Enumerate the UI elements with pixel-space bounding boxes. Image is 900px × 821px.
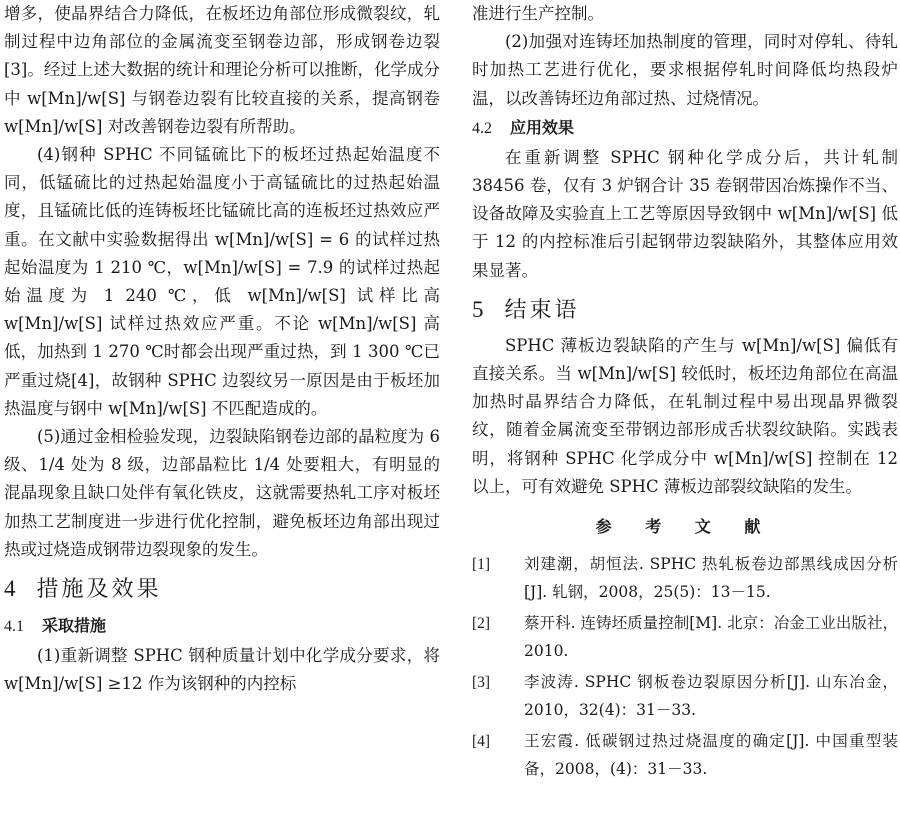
reference-text: 蔡开科. 连铸坯质量控制[M]. 北京：冶金工业出版社，2010. bbox=[524, 614, 898, 660]
paragraph-point-5: (5)通过金相检验发现，边裂缺陷钢卷边部的晶粒度为 6 级、1/4 处为 8 级，边部晶粒比 1/4 处要粗大，有明显的混晶现象且缺口处伴有氧化铁皮，这就需要热轧工序对板坯加热工艺制度进一步进行优化控制，避免板坯边角部出现过热或过烧造成钢带边裂现象的发生。 bbox=[4, 427, 440, 559]
reference-item bbox=[472, 669, 898, 724]
subsection-number: 4.2 bbox=[472, 119, 492, 137]
reference-text: 李波涛. SPHC 钢板卷边裂原因分析[J]. 山东冶金，2010，32(4)：31－33. bbox=[524, 673, 898, 719]
section-heading-5 bbox=[472, 293, 898, 328]
paragraph-conclusion: SPHC 薄板边裂缺陷的产生与 w[Mn]/w[S] 偏低有直接关系。当 w[Mn]/w[S] 较低时，板坯边角部位在高温加热时晶界结合力降低，在轧制过程中易出现晶界微裂纹，随着金属流变至带钢边部形成舌状裂纹缺陷。实践表明，将钢种 SPHC 化学成分中 w[Mn]/w[S] 控制在 12 以上，可有效避免 SPHC 薄板边部裂纹缺陷的发生。 bbox=[472, 335, 898, 496]
subsection-number: 4.1 bbox=[4, 618, 24, 636]
paragraph-continued: 增多，使晶界结合力降低，在板坯边角部位形成微裂纹，轧制过程中边角部位的金属流变至钢卷边部，形成钢卷边裂[3]。经过上述大数据的统计和理论分析可以推断，化学成分中 w[Mn]/w[S] 与钢卷边裂有比较直接的关系，提高钢卷 w[Mn]/w[S] 对改善钢卷边裂有所帮助。 bbox=[4, 4, 440, 136]
reference-tag: [1] bbox=[472, 556, 491, 574]
reference-item bbox=[472, 728, 898, 783]
left-column bbox=[4, 0, 440, 698]
reference-tag: [2] bbox=[472, 615, 491, 633]
section-heading-4 bbox=[4, 572, 440, 607]
reference-text: 刘建潮，胡恒法. SPHC 热轧板卷边部黑线成因分析[J]. 轧钢，2008，25(5)：13－15. bbox=[524, 555, 898, 601]
paragraph-measure-1: (1)重新调整 SPHC 钢种质量计划中化学成分要求，将 w[Mn]/w[S] ≥12 作为该钢种的内控标 bbox=[4, 646, 440, 694]
section-number: 5 bbox=[472, 296, 487, 322]
reference-tag: [3] bbox=[472, 674, 491, 692]
reference-item bbox=[472, 551, 898, 606]
reference-text: 王宏霞. 低碳钢过热过烧温度的确定[J]. 中国重型装备，2008，(4)：31－33. bbox=[524, 732, 898, 778]
reference-item bbox=[472, 610, 898, 665]
subsection-heading-4-2 bbox=[472, 113, 898, 144]
paragraph-application-effect: 在重新调整 SPHC 钢种化学成分后，共计轧制 38456 卷，仅有 3 炉钢合计 35 卷钢带因冶炼操作不当、设备故障及实验直上工艺等原因导致钢中 w[Mn]/w[S] 低于 12 的内控标准后引起钢带边裂缺陷外，其整体应用效果显著。 bbox=[472, 147, 898, 280]
subsection-heading-4-1 bbox=[4, 611, 440, 642]
paragraph-point-4: (4)钢种 SPHC 不同锰硫比下的板坯过热起始温度不同，低锰硫比的过热起始温度小于高锰硫比的过热起始温度，且锰硫比低的连铸板坯比锰硫比高的连板坯过热效应严重。在文献中实验数据得出 w[Mn]/w[S] = 6 的试样过热起始温度为 1 210 ℃，w[Mn]/w[S] = 7.9 的试样过热起始温度为 1 240 ℃，低 w[Mn]/w[S] 试样比高 w[Mn]/w[S] 试样过热效应严重。不论 w[Mn]/w[S] 高低，加热到 1 270 ℃时都会出现严重过热，到 1 300 ℃已严重过烧[4]，故钢种 SPHC 边裂纹另一原因是由于板坯加热温度与钢中 w[Mn]/w[S] 不匹配造成的。 bbox=[4, 145, 440, 418]
reference-tag: [4] bbox=[472, 733, 491, 751]
subsection-title: 采取措施 bbox=[42, 616, 107, 636]
paragraph-continued: 准进行生产控制。 bbox=[472, 4, 604, 23]
right-column bbox=[472, 0, 898, 787]
section-title: 结束语 bbox=[504, 297, 580, 323]
subsection-title: 应用效果 bbox=[510, 117, 575, 137]
references-title: 参 考 文 献 bbox=[595, 517, 775, 537]
section-number: 4 bbox=[4, 576, 19, 602]
paragraph-measure-2: (2)加强对连铸坯加热制度的管理，同时对停轧、待轧时加热工艺进行优化，要求根据停轧时间降低均热段炉温，以改善铸坯边角部过热、过烧情况。 bbox=[472, 32, 898, 108]
section-title: 措施及效果 bbox=[36, 577, 162, 603]
